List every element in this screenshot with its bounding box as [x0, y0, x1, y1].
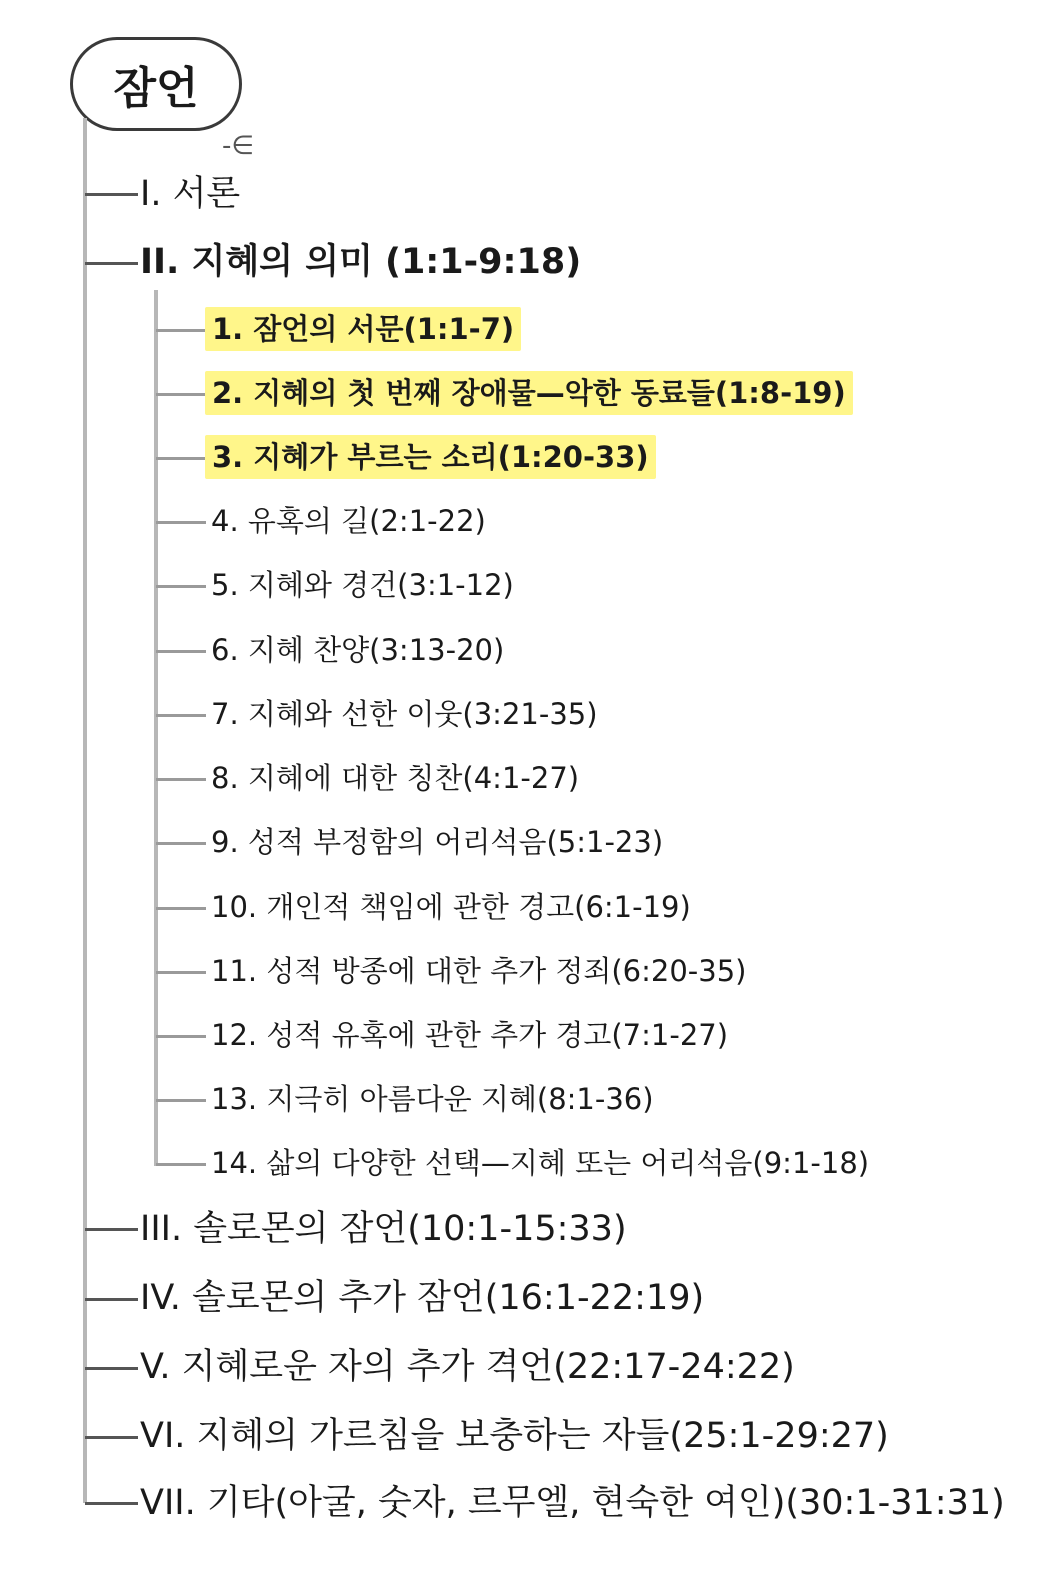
connector-subsection-11 — [156, 971, 206, 974]
connector-subsection-14 — [156, 1163, 206, 1166]
subsection-node[interactable]: 10. 개인적 책임에 관한 경고(6:1-19) — [211, 890, 691, 924]
connector-subsection-7 — [156, 714, 206, 717]
connector-subsection-3 — [156, 457, 206, 460]
subsection-node[interactable]: 8. 지혜에 대한 칭찬(4:1-27) — [211, 761, 580, 795]
subsection-node[interactable]: 6. 지혜 찬양(3:13-20) — [211, 633, 505, 667]
connector-subsection-6 — [156, 650, 206, 653]
section-node[interactable]: IV. 솔로몬의 추가 잠언(16:1-22:19) — [140, 1278, 705, 1318]
subsection-node[interactable]: 9. 성적 부정함의 어리석음(5:1-23) — [211, 825, 664, 859]
connector-subsection-9 — [156, 842, 206, 845]
subsection-node[interactable]: 2. 지혜의 첫 번째 장애물—악한 동료들(1:8-19) — [205, 371, 853, 415]
connector-subsection-10 — [156, 907, 206, 910]
connector-section-1 — [85, 193, 138, 196]
subsection-node[interactable]: 5. 지혜와 경건(3:1-12) — [211, 568, 514, 602]
section-node[interactable]: I. 서론 — [140, 174, 241, 214]
connector-subsection-5 — [156, 585, 206, 588]
connector-subsection-4 — [156, 521, 206, 524]
connector-subsection-12 — [156, 1035, 206, 1038]
connector-section-3 — [85, 1228, 138, 1231]
collapse-minus-icon[interactable]: -∈ — [222, 131, 255, 161]
subsection-node[interactable]: 11. 성적 방종에 대한 추가 정죄(6:20-35) — [211, 954, 747, 988]
section-node[interactable]: V. 지혜로운 자의 추가 격언(22:17-24:22) — [140, 1347, 795, 1387]
connector-section-2 — [85, 262, 138, 265]
connector-subsection-2 — [156, 393, 206, 396]
subsection-node[interactable]: 12. 성적 유혹에 관한 추가 경고(7:1-27) — [211, 1018, 729, 1052]
section-node[interactable]: III. 솔로몬의 잠언(10:1-15:33) — [140, 1209, 627, 1249]
connector-subsection-13 — [156, 1099, 206, 1102]
connector-section-7 — [85, 1502, 138, 1505]
main-trunk-line — [83, 118, 87, 1503]
connector-subsection-8 — [156, 778, 206, 781]
connector-section-6 — [85, 1436, 138, 1439]
connector-subsection-1 — [156, 329, 206, 332]
root-title: 잠언 — [113, 63, 199, 114]
connector-section-4 — [85, 1298, 138, 1301]
subsection-node[interactable]: 3. 지혜가 부르는 소리(1:20-33) — [205, 435, 656, 479]
section-node[interactable]: VI. 지혜의 가르침을 보충하는 자들(25:1-29:27) — [140, 1416, 889, 1456]
section-node[interactable]: II. 지혜의 의미 (1:1-9:18) — [140, 242, 582, 282]
subsection-node[interactable]: 7. 지혜와 선한 이웃(3:21-35) — [211, 697, 598, 731]
section-node[interactable]: VII. 기타(아굴, 숫자, 르무엘, 현숙한 여인)(30:1-31:31) — [140, 1483, 1005, 1523]
root-node[interactable] — [70, 37, 242, 131]
subsection-node[interactable]: 13. 지극히 아름다운 지혜(8:1-36) — [211, 1082, 654, 1116]
subsection-node[interactable]: 14. 삶의 다양한 선택—지혜 또는 어리석음(9:1-18) — [211, 1146, 870, 1180]
connector-section-5 — [85, 1367, 138, 1370]
subsection-node[interactable]: 4. 유혹의 길(2:1-22) — [211, 504, 486, 538]
subsection-node[interactable]: 1. 잠언의 서문(1:1-7) — [205, 307, 521, 351]
